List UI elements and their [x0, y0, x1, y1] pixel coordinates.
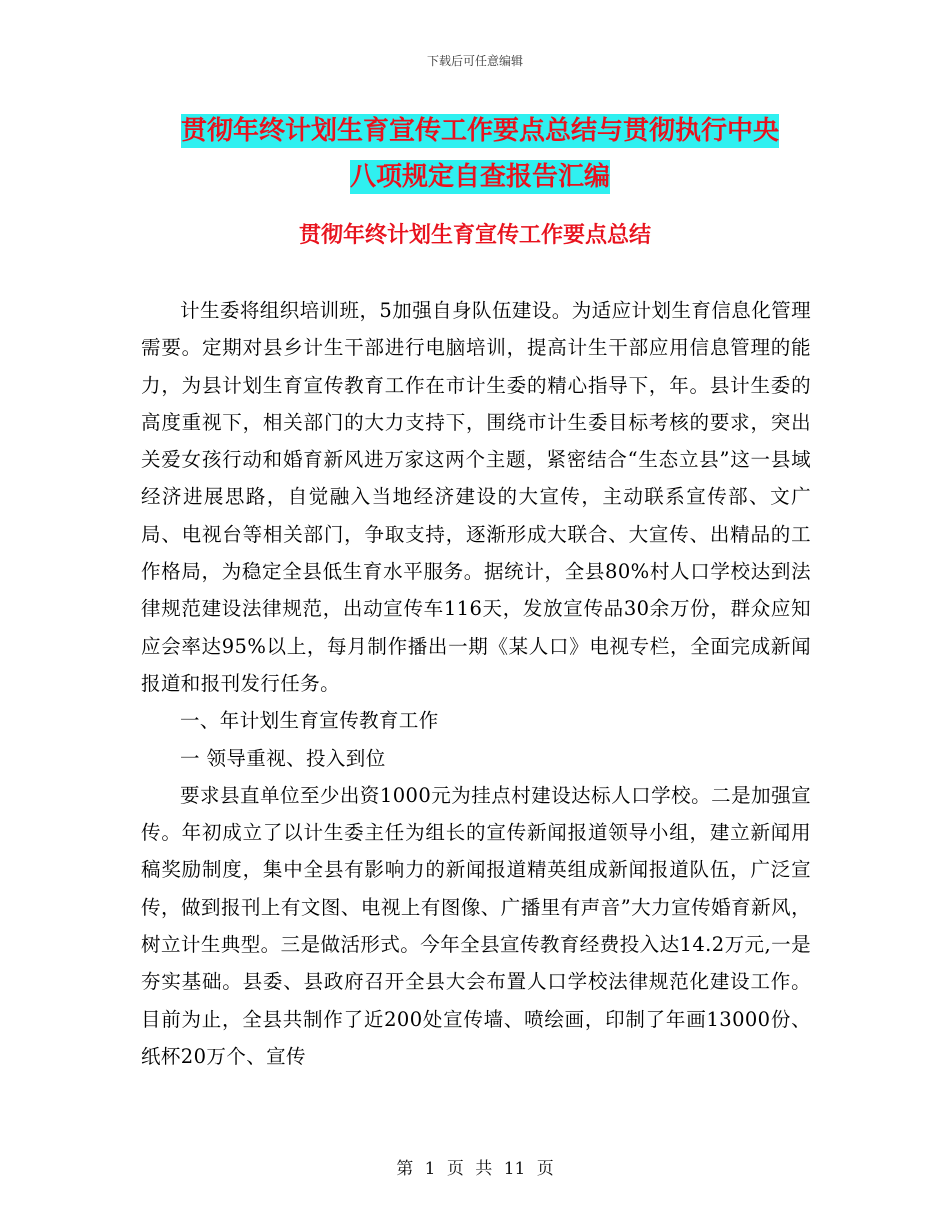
- document-body: [141, 292, 811, 1075]
- section-title: 贯彻年终计划生育宣传工作要点总结: [298, 223, 651, 248]
- page-header-note: 下载后可任意编辑: [426, 54, 523, 68]
- body-paragraph-intro: 计生委将组织培训班，5加强自身队伍建设。为适应计划生育信息化管理需要。定期对县乡计生干部进行电脑培训，提高计生干部应用信息管理的能力，为县计划生育宣传教育工作在市计生委的精心指导下，年。县计生委的高度重视下，相关部门的大力支持下，围绕市计生委目标考核的要求，突出关爱女孩行动和婚育新风进万家这两个主题，紧密结合“生态立县”这一县域经济进展思路，自觉融入当地经济建设的大宣传，主动联系宣传部、文广局、电视台等相关部门，争取支持，逐渐形成大联合、大宣传、出精品的工作格局，为稳定全县低生育水平服务。据统计，全县80%村人口学校达到法律规范建设法律规范，出动宣传车116天，发放宣传品30余万份，群众应知应会率达95%以上，每月制作播出一期《某人口》电视专栏，全面完成新闻报道和报刊发行任务。: [141, 299, 811, 695]
- body-subheading-1: 一 领导重视、投入到位: [180, 746, 386, 770]
- main-title-line-1: 贯彻年终计划生育宣传工作要点总结与贯彻执行中央: [180, 116, 779, 146]
- page-number-footer: 第 1 页 共 11 页: [396, 1159, 554, 1179]
- document-main-title: [100, 108, 860, 200]
- main-title-line-2: 八项规定自查报告汇编: [349, 162, 610, 192]
- body-heading-1: 一、年计划生育宣传教育工作: [180, 709, 439, 733]
- body-paragraph-2: 要求县直单位至少出资1000元为挂点村建设达标人口学校。二是加强宣传。年初成立了以计生委主任为组长的宣传新闻报道领导小组，建立新闻用稿奖励制度，集中全县有影响力的新闻报道精英组成新闻报道队伍，广泛宣传，做到报刊上有文图、电视上有图像、广播里有声音”大力宣传婚育新风，树立计生典型。三是做活形式。今年全县宣传教育经费投入达14.2万元,一是夯实基础。县委、县政府召开全县大会布置人口学校法律规范化建设工作。目前为止，全县共制作了近200处宣传墙、喷绘画，印制了年画13000份、纸杯20万个、宣传: [141, 783, 811, 1068]
